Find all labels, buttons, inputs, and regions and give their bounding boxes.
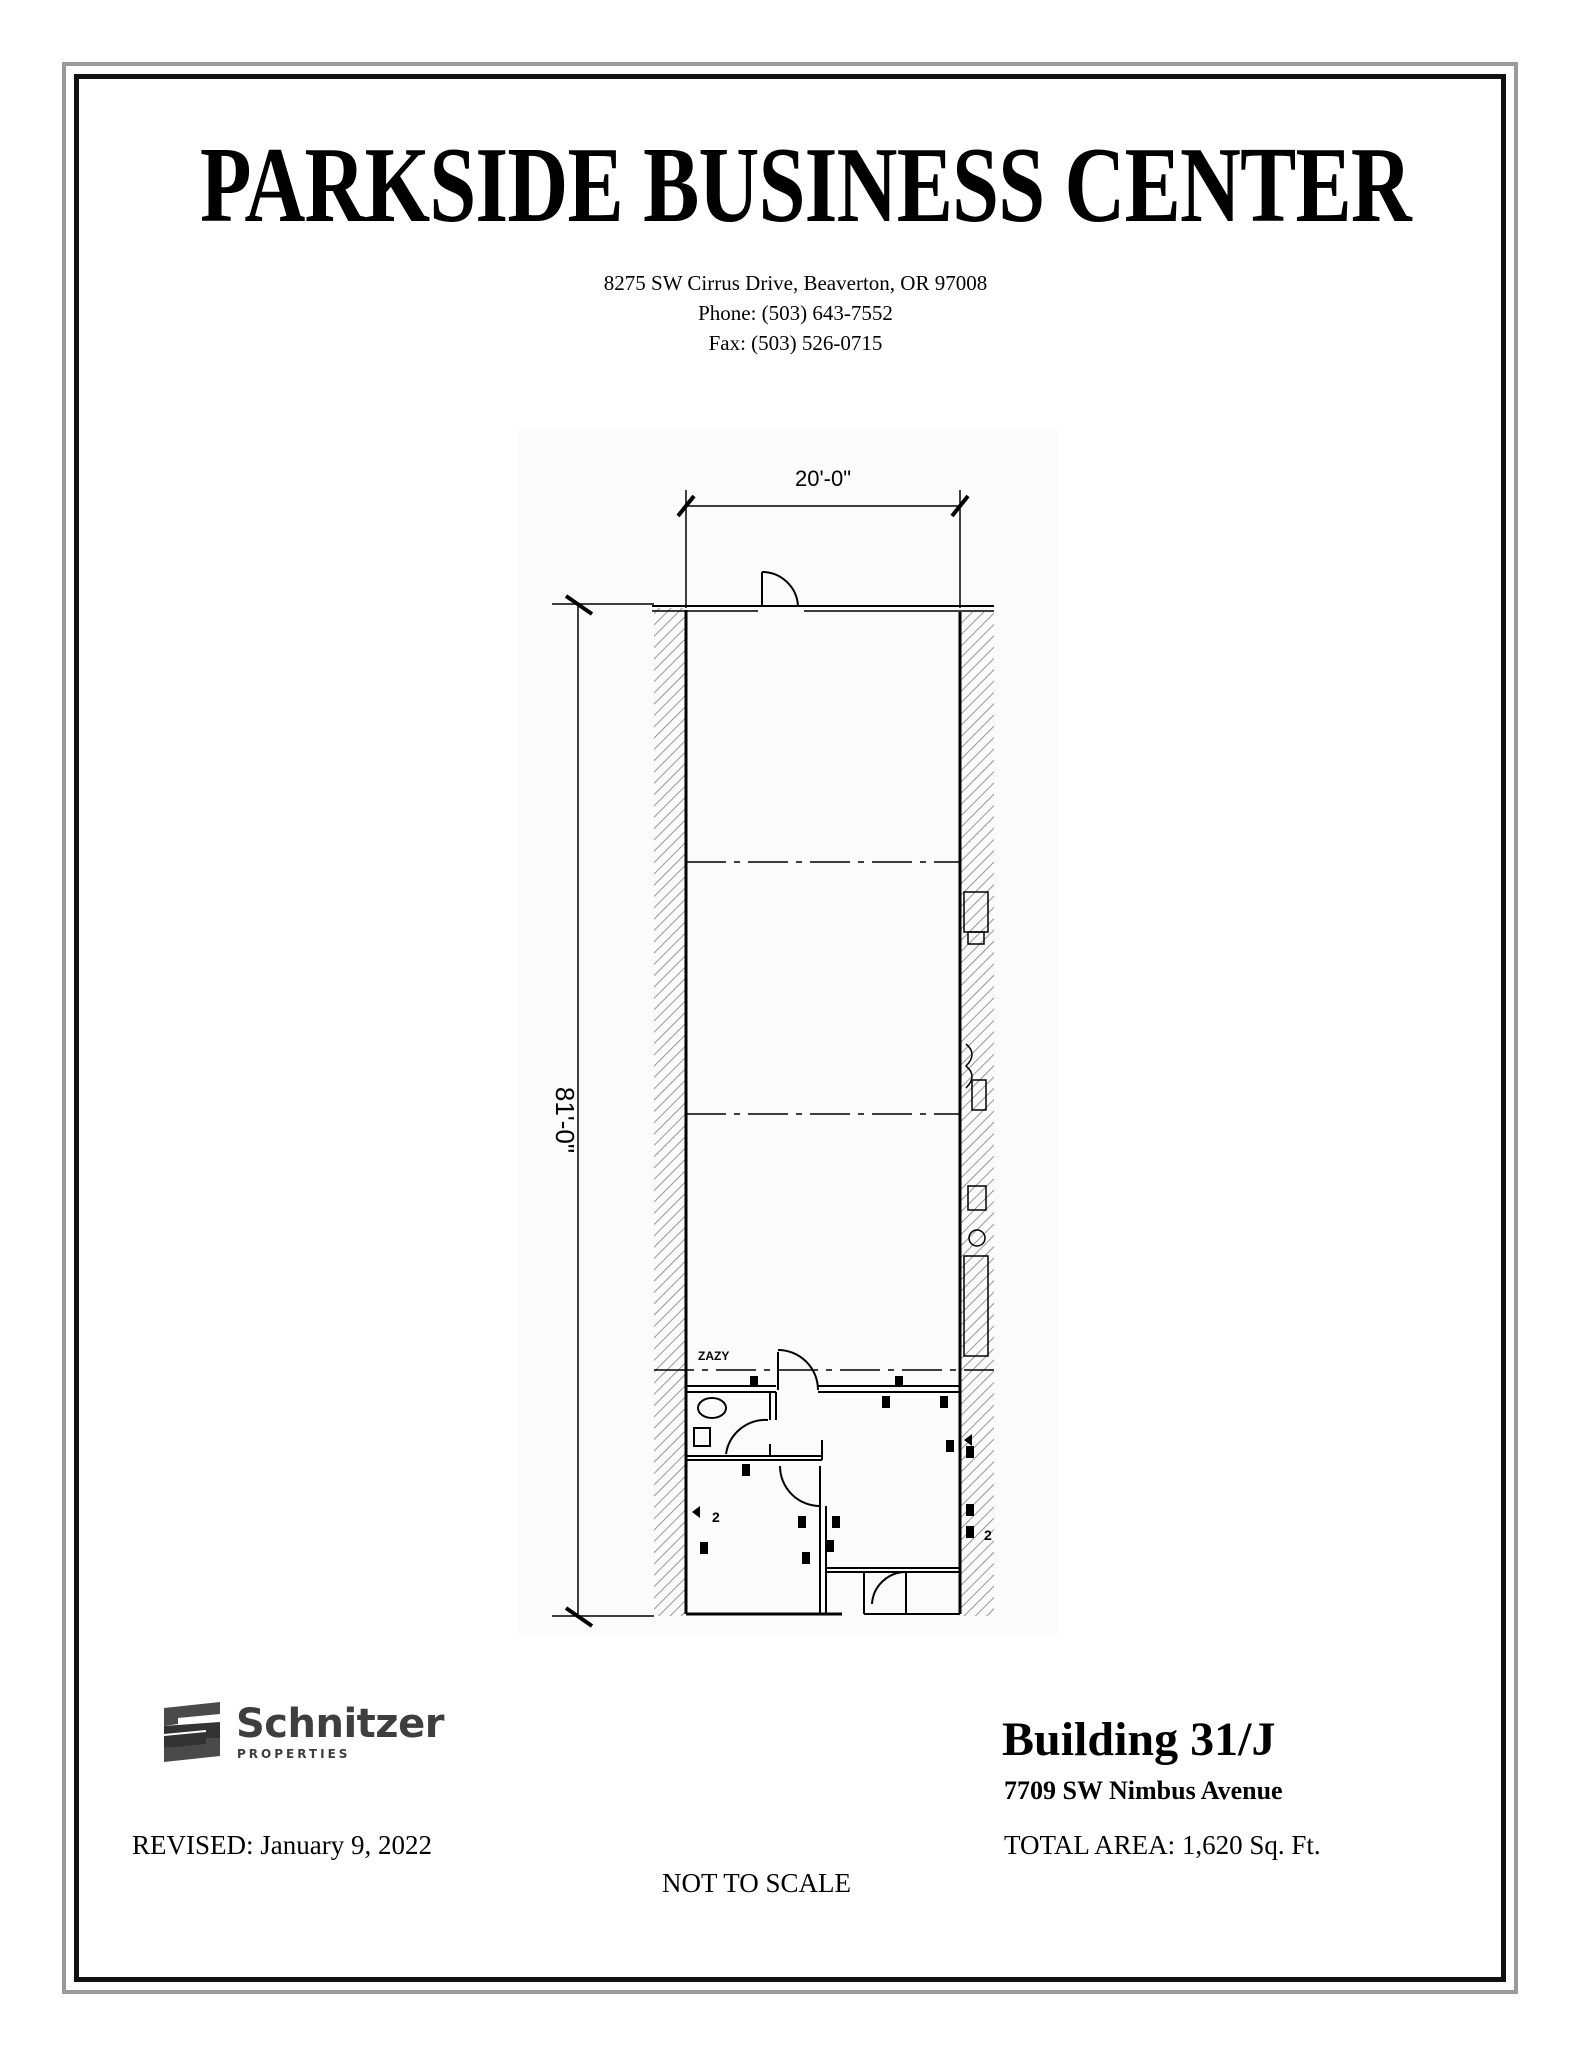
east-wall-hatch	[960, 612, 994, 1616]
length-dimension-label: 81'-0"	[550, 1086, 580, 1154]
logo-name: Schnitzer	[236, 1701, 444, 1747]
marker-label-east: 2	[984, 1527, 992, 1543]
electrical-label: ZAZY	[698, 1349, 730, 1363]
building-name: Building 31/J	[1002, 1713, 1276, 1766]
center-phone: Phone: (503) 643-7552	[698, 301, 893, 325]
logo-subtitle: PROPERTIES	[237, 1747, 351, 1761]
page-title: PARKSIDE BUSINESS CENTER	[200, 126, 1411, 245]
scale-note: NOT TO SCALE	[662, 1868, 852, 1898]
center-address: 8275 SW Cirrus Drive, Beaverton, OR 97008	[603, 271, 988, 295]
west-wall-hatch	[654, 608, 686, 1616]
total-area: TOTAL AREA: 1,620 Sq. Ft.	[1004, 1830, 1321, 1860]
marker-label-west: 2	[712, 1509, 720, 1525]
center-fax: Fax: (503) 526-0715	[708, 331, 883, 355]
revised-date: REVISED: January 9, 2022	[132, 1830, 432, 1860]
width-dimension-label: 20'-0"	[794, 466, 852, 491]
building-address: 7709 SW Nimbus Avenue	[1004, 1776, 1283, 1805]
schnitzer-logo-icon	[160, 1700, 224, 1764]
